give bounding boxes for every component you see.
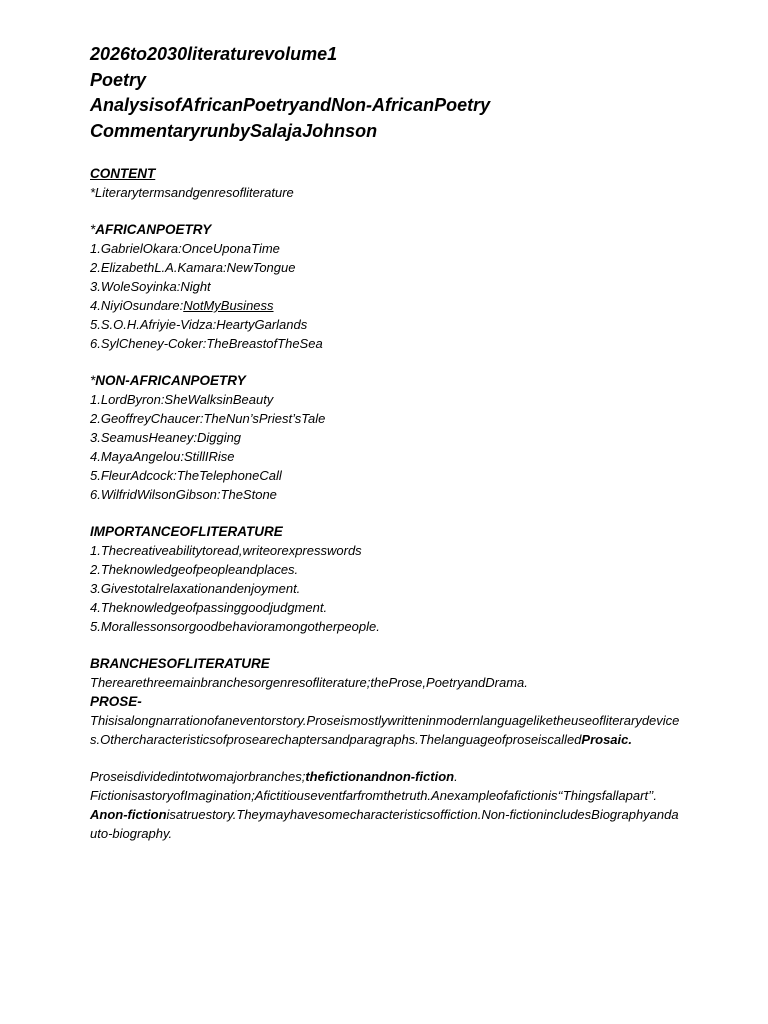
branches-heading: BRANCHESOFLITERATURE <box>90 656 270 671</box>
prose-divided-text: Proseisdividedintotwomajorbranches; <box>90 769 306 784</box>
title-line-analysis: AnalysisofAfricanPoetryandNon-AfricanPoetry <box>90 95 491 115</box>
african-poem-4-title: NotMyBusiness <box>183 298 274 313</box>
content-heading: CONTENT <box>90 166 156 181</box>
non-african-poem-1: 1.LordByron:SheWalksinBeauty <box>90 392 274 407</box>
non-african-poem-2: 2.GeoffreyChaucer:TheNun’sPriest’sTale <box>90 411 326 426</box>
title-line-poetry: Poetry <box>90 69 147 90</box>
african-poem-1: 1.GabrielOkara:OnceUponaTime <box>90 241 280 256</box>
document-title <box>90 42 682 144</box>
african-poem-3: 3.WoleSoyinka:Night <box>90 279 211 294</box>
heading-star: * <box>90 373 96 388</box>
non-african-poem-3: 3.SeamusHeaney:Digging <box>90 430 242 445</box>
importance-item-2: 2.Theknowledgeofpeopleandplaces. <box>90 562 299 577</box>
fiction-paragraph: FictionisastoryofImagination;Afictitiouseventfarfromthetruth.Anexampleofafictionis‘‘Thingsfallapart’’. <box>90 788 657 803</box>
prose-divided-end: . <box>454 769 458 784</box>
non-african-poem-5: 5.FleurAdcock:TheTelephoneCall <box>90 468 282 483</box>
non-african-poetry-heading <box>90 371 682 390</box>
branches-intro: Therearethreemainbranchesorgenresofliterature;theProse,PoetryandDrama. <box>90 675 528 690</box>
african-poetry-heading <box>90 220 682 239</box>
african-poem-4 <box>90 296 682 315</box>
african-poem-2: 2.ElizabethL.A.Kamara:NewTongue <box>90 260 296 275</box>
nonfiction-paragraph <box>90 805 682 843</box>
importance-item-1: 1.Thecreativeabilitytoread,writeorexpresswords <box>90 543 362 558</box>
heading-star: * <box>90 222 96 237</box>
title-line-commentary: CommentaryrunbySalajaJohnson <box>90 120 378 141</box>
prosaic-term: Prosaic. <box>581 732 632 747</box>
non-african-poem-6: 6.WilfridWilsonGibson:TheStone <box>90 487 277 502</box>
nonfiction-term: Anon-fiction <box>90 807 167 822</box>
african-poem-5: 5.S.O.H.Afriyie-Vidza:HeartyGarlands <box>90 317 308 332</box>
importance-item-3: 3.Givestotalrelaxationandenjoyment. <box>90 581 301 596</box>
fiction-nonfiction-term: thefictionandnon-fiction <box>305 769 455 784</box>
prose-divided-paragraph <box>90 767 682 786</box>
african-poem-4-author: 4.NiyiOsundare: <box>90 298 184 313</box>
prose-heading: PROSE- <box>90 694 142 709</box>
african-poetry-heading-text: AFRICANPOETRY <box>95 222 212 237</box>
title-line-volume: 2026to2030literaturevolume1 <box>90 44 338 64</box>
importance-heading: IMPORTANCEOFLITERATURE <box>90 524 283 539</box>
document-body <box>90 42 682 843</box>
importance-item-4: 4.Theknowledgeofpassinggoodjudgment. <box>90 600 328 615</box>
non-african-poetry-heading-text: NON-AFRICANPOETRY <box>95 373 246 388</box>
content-item: *Literarytermsandgenresofliterature <box>90 185 294 200</box>
african-poem-6: 6.SylCheney-Coker:TheBreastofTheSea <box>90 336 323 351</box>
non-african-poem-4: 4.MayaAngelou:StillIRise <box>90 449 235 464</box>
prose-text: Thisisalongnarrationofaneventorstory.Proseismostlywritteninmodernlanguageliketheuseofliterarydevices.Othercharacteristicsofprosearechaptersandparagraphs.Thelanguageofproseiscalled <box>90 713 680 747</box>
nonfiction-text: isatruestory.Theymayhavesomecharacteristicsoffiction.Non-fictionincludesBiographyandauto-biography. <box>90 807 679 841</box>
prose-paragraph <box>90 711 682 749</box>
importance-item-5: 5.Morallessonsorgoodbehavioramongotherpeople. <box>90 619 380 634</box>
